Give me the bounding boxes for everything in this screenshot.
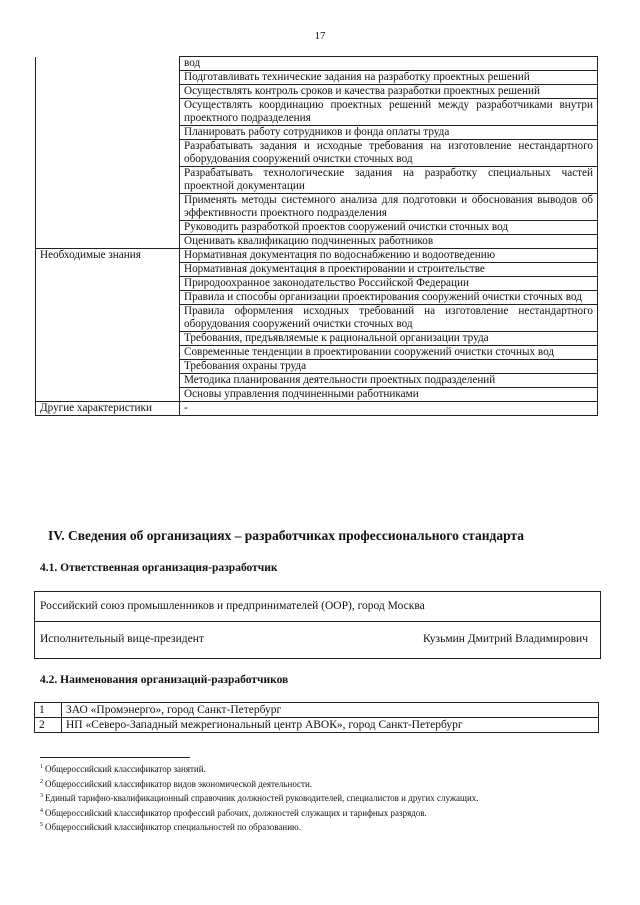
row-category (36, 221, 180, 235)
row-category: Необходимые знания (36, 249, 180, 263)
row-category (36, 374, 180, 388)
table-row (36, 277, 598, 291)
row-category (36, 57, 180, 71)
row-category: Другие характеристики (36, 402, 180, 416)
row-item: Планировать работу сотрудников и фонда оплаты труда (180, 126, 598, 140)
footnote (40, 819, 479, 834)
row-category (36, 99, 180, 126)
section-4-title: IV. Сведения об организациях – разработчиках профессионального стандарта (48, 528, 524, 543)
table-row (36, 291, 598, 305)
footnote (40, 790, 479, 805)
row-category (36, 235, 180, 249)
signatory-name: Кузьмин Дмитрий Владимирович (423, 633, 588, 645)
table-row (36, 221, 598, 235)
footnote-text: Единый тарифно-квалификационный справочник должностей руководителей, специалистов и других служащих. (45, 793, 479, 804)
responsible-organization-name: Российский союз промышленников и предпринимателей (ООР), город Москва (40, 600, 425, 612)
row-category (36, 126, 180, 140)
row-category (36, 71, 180, 85)
row-item: Нормативная документация по водоснабжению и водоотведению (180, 249, 598, 263)
row-item: вод (180, 57, 598, 71)
table-row (36, 140, 598, 167)
row-item: Разрабатывать задания и исходные требования на изготовление нестандартного оборудования сооружений очистки сточных вод (180, 140, 598, 167)
knowledge-skills-table (35, 56, 598, 416)
table-row (36, 71, 598, 85)
row-item: Руководить разработкой проектов сооружений очистки сточных вод (180, 221, 598, 235)
footnotes (40, 761, 479, 834)
row-item: Правила и способы организации проектирования сооружений очистки сточных вод (180, 291, 598, 305)
footnote-text: Общероссийский классификатор видов экономической деятельности. (45, 778, 313, 789)
table-row (36, 360, 598, 374)
row-item: Требования охраны труда (180, 360, 598, 374)
table-row (36, 57, 598, 71)
table-row (36, 126, 598, 140)
footnote-mark: 4 (40, 807, 43, 814)
subsection-4-2-title: 4.2. Наименования организаций-разработчиков (40, 674, 289, 686)
row-category (36, 277, 180, 291)
responsible-organization-box (34, 591, 601, 659)
table-row (36, 388, 598, 402)
row-category (36, 291, 180, 305)
table-row (36, 249, 598, 263)
footnote (40, 761, 479, 776)
footnote-separator (40, 757, 190, 758)
table-row (36, 99, 598, 126)
row-item: Природоохранное законодательство Российской Федерации (180, 277, 598, 291)
row-category (36, 85, 180, 99)
row-item: Осуществлять контроль сроков и качества разработки проектных решений (180, 85, 598, 99)
footnote-mark: 5 (40, 822, 43, 829)
table-row (36, 305, 598, 332)
row-item: Применять методы системного анализа для подготовки и обоснования выводов об эффективности проектного подразделения (180, 194, 598, 221)
table-row (36, 402, 598, 416)
row-item: - (180, 402, 598, 416)
row-category (36, 360, 180, 374)
row-item: Правила оформления исходных требований на изготовление нестандартного оборудования сооружений очистки сточных вод (180, 305, 598, 332)
row-category (36, 388, 180, 402)
footnote (40, 805, 479, 820)
row-category (36, 305, 180, 332)
org-number: 1 (35, 703, 62, 718)
row-category (36, 263, 180, 277)
row-item: Основы управления подчиненными работниками (180, 388, 598, 402)
table-row (36, 332, 598, 346)
box-divider (35, 621, 600, 622)
org-name: ЗАО «Промэнерго», город Санкт-Петербург (62, 703, 599, 718)
row-item: Методика планирования деятельности проектных подразделений (180, 374, 598, 388)
table-row (36, 194, 598, 221)
signatory-position: Исполнительный вице-президент (40, 633, 204, 645)
row-category (36, 194, 180, 221)
table-row (36, 167, 598, 194)
org-row (35, 703, 599, 718)
row-item: Разрабатывать технологические задания на разработку специальных частей проектной документации (180, 167, 598, 194)
row-item: Современные тенденции в проектировании сооружений очистки сточных вод (180, 346, 598, 360)
table-row (36, 346, 598, 360)
row-category (36, 167, 180, 194)
footnote-mark: 1 (40, 764, 43, 770)
org-row (35, 718, 599, 733)
table-row (36, 235, 598, 249)
row-item: Подготавливать технические задания на разработку проектных решений (180, 71, 598, 85)
page-number: 17 (314, 30, 326, 42)
row-category (36, 140, 180, 167)
footnote-mark: 2 (40, 778, 43, 785)
table-row (36, 263, 598, 277)
developer-organizations-table (34, 702, 599, 733)
org-name: НП «Северо-Западный межрегиональный центр АВОК», город Санкт-Петербург (62, 718, 599, 733)
footnote-text: Общероссийский классификатор профессий рабочих, должностей служащих и тарифных разрядов. (45, 807, 427, 818)
table-row (36, 85, 598, 99)
row-item: Нормативная документация в проектировании и строительстве (180, 263, 598, 277)
row-category (36, 332, 180, 346)
row-item: Осуществлять координацию проектных решений между разработчиками внутри проектного подразделения (180, 99, 598, 126)
footnote (40, 776, 479, 791)
subsection-4-1-title: 4.1. Ответственная организация-разработчик (40, 562, 278, 574)
row-category (36, 346, 180, 360)
footnote-text: Общероссийский классификатор специальностей по образованию. (45, 822, 301, 833)
table-row (36, 374, 598, 388)
row-item: Оценивать квалификацию подчиненных работников (180, 235, 598, 249)
row-item: Требования, предъявляемые к рациональной организации труда (180, 332, 598, 346)
footnote-text: Общероссийский классификатор занятий. (45, 764, 206, 774)
footnote-mark: 3 (40, 793, 43, 800)
org-number: 2 (35, 718, 62, 733)
